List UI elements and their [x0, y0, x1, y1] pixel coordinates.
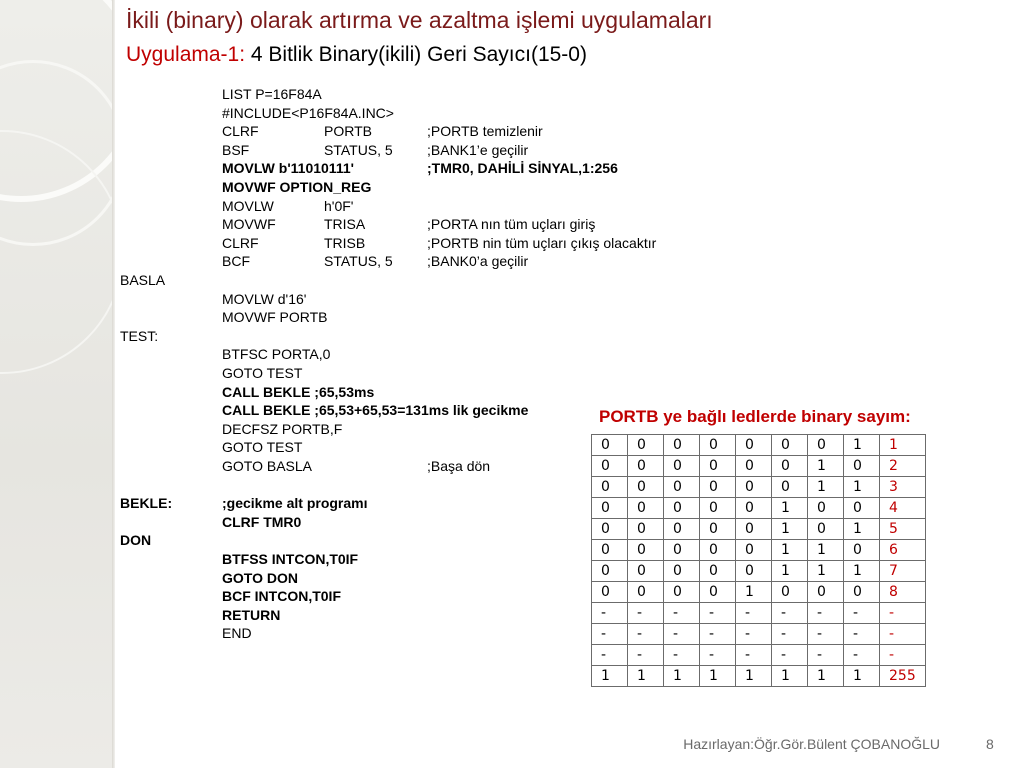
table-row: [592, 540, 926, 561]
bit-cell: 0: [664, 540, 700, 561]
bit-cell: 0: [628, 582, 664, 603]
bit-cell: 0: [592, 540, 628, 561]
bit-cell: 0: [664, 435, 700, 456]
bit-cell: -: [808, 603, 844, 624]
code-instruction: RETURN: [222, 606, 281, 623]
bit-cell: -: [844, 624, 880, 645]
code-operand: STATUS, 5: [324, 253, 393, 270]
bit-cell: -: [844, 645, 880, 666]
bit-cell: 1: [772, 666, 808, 687]
decimal-value-cell: -: [880, 645, 926, 666]
bit-cell: -: [628, 624, 664, 645]
bit-cell: 1: [772, 519, 808, 540]
code-instruction: BTFSS INTCON,T0IF: [222, 551, 359, 567]
table-row: [592, 519, 926, 540]
bit-cell: 1: [736, 666, 772, 687]
code-instruction: MOVWF OPTION_REG: [222, 179, 372, 195]
bit-cell: 0: [844, 582, 880, 603]
table-row: [592, 477, 926, 498]
bit-cell: 0: [736, 435, 772, 456]
bit-cell: 0: [700, 477, 736, 498]
code-instruction: GOTO BASLA: [222, 458, 312, 474]
bit-cell: 0: [628, 561, 664, 582]
decimal-value-cell: 1: [880, 435, 926, 456]
bit-cell: 1: [844, 666, 880, 687]
bit-cell: 1: [808, 477, 844, 498]
bit-cell: -: [664, 645, 700, 666]
bit-cell: 0: [736, 498, 772, 519]
code-instruction: CALL BEKLE ;65,53+65,53=131ms lik gecikme: [222, 402, 529, 419]
decimal-value-cell: 3: [880, 477, 926, 498]
table-row: [592, 435, 926, 456]
bit-cell: 0: [628, 477, 664, 498]
code-instruction: MOVWF PORTB: [222, 309, 328, 326]
bit-cell: 0: [772, 477, 808, 498]
subtitle-text: 4 Bitlik Binary(ikili) Geri Sayıcı(15-0): [245, 43, 587, 66]
bit-cell: -: [772, 603, 808, 624]
table-row: [592, 582, 926, 603]
code-operand: TRISB: [324, 234, 366, 251]
code-operand: STATUS, 5: [324, 141, 393, 158]
bit-cell: 1: [664, 666, 700, 687]
bit-cell: 0: [808, 498, 844, 519]
decorative-side-panel: [0, 0, 112, 768]
code-instruction: CLRF: [222, 123, 259, 140]
bit-cell: -: [772, 624, 808, 645]
bit-cell: 0: [700, 456, 736, 477]
bit-cell: 0: [772, 456, 808, 477]
bit-cell: -: [844, 603, 880, 624]
bit-cell: 1: [736, 582, 772, 603]
code-instruction: CLRF TMR0: [222, 513, 302, 530]
code-label: TEST:: [120, 327, 159, 344]
bit-cell: -: [808, 624, 844, 645]
bit-cell: 0: [592, 561, 628, 582]
bit-cell: -: [700, 624, 736, 645]
bit-cell: 1: [592, 666, 628, 687]
bit-cell: -: [736, 645, 772, 666]
bit-cell: -: [736, 624, 772, 645]
code-instruction: GOTO DON: [222, 569, 298, 586]
bit-cell: 0: [736, 477, 772, 498]
table-title: PORTB ye bağlı ledlerde binary sayım:: [599, 407, 911, 426]
bit-cell: 1: [808, 456, 844, 477]
table-row: [592, 645, 926, 666]
bit-cell: -: [592, 603, 628, 624]
bit-cell: 0: [628, 498, 664, 519]
code-comment: ;PORTB temizlenir: [427, 123, 543, 140]
bit-cell: 1: [808, 666, 844, 687]
bit-cell: 0: [664, 582, 700, 603]
bit-cell: -: [808, 645, 844, 666]
code-instruction: END: [222, 625, 252, 642]
bit-cell: 1: [808, 561, 844, 582]
decimal-value-cell: 5: [880, 519, 926, 540]
bit-cell: 1: [628, 666, 664, 687]
code-comment: ;BANK0’a geçilir: [427, 253, 529, 270]
bit-cell: 0: [772, 435, 808, 456]
decimal-value-cell: -: [880, 624, 926, 645]
code-label: BEKLE:: [120, 495, 173, 512]
code-instruction: BTFSC PORTA,0: [222, 346, 331, 363]
bit-cell: 0: [844, 498, 880, 519]
bit-cell: -: [664, 603, 700, 624]
bit-cell: -: [592, 624, 628, 645]
subtitle-prefix: Uygulama-1:: [126, 43, 246, 66]
code-comment: ;Başa dön: [427, 458, 491, 474]
bit-cell: 0: [736, 456, 772, 477]
code-comment: ;PORTA nın tüm uçları giriş: [427, 216, 596, 233]
bit-cell: 0: [844, 540, 880, 561]
decimal-value-cell: 255: [880, 666, 926, 687]
table-row: [592, 498, 926, 519]
footer-author: Hazırlayan:Öğr.Gör.Bülent ÇOBANOĞLU: [683, 736, 940, 752]
table-row: [592, 603, 926, 624]
bit-cell: 0: [736, 519, 772, 540]
bit-cell: 0: [664, 456, 700, 477]
bit-cell: 1: [772, 561, 808, 582]
bit-cell: 0: [628, 435, 664, 456]
bit-cell: 0: [664, 519, 700, 540]
table-row: [592, 456, 926, 477]
code-instruction: CALL BEKLE ;65,53ms: [222, 383, 375, 400]
code-instruction: DECFSZ PORTB,F: [222, 420, 343, 437]
code-instruction: BCF INTCON,T0IF: [222, 588, 341, 605]
decimal-value-cell: 6: [880, 540, 926, 561]
decimal-value-cell: -: [880, 603, 926, 624]
code-instruction: MOVLW b'11010111': [222, 160, 354, 177]
bit-cell: 0: [628, 456, 664, 477]
bit-cell: 0: [700, 498, 736, 519]
decimal-value-cell: 7: [880, 561, 926, 582]
bit-cell: 1: [844, 477, 880, 498]
code-comment: ;BANK1’e geçilir: [427, 141, 529, 158]
code-comment: ;TMR0, DAHİLİ SİNYAL,1:256: [427, 160, 618, 177]
code-instruction: BSF: [222, 141, 250, 158]
bit-cell: 1: [844, 519, 880, 540]
bit-cell: 1: [808, 540, 844, 561]
code-operand: TRISA: [324, 216, 366, 233]
code-instruction: ;gecikme alt programı: [222, 495, 368, 512]
bit-cell: 0: [700, 582, 736, 603]
bit-cell: 1: [700, 666, 736, 687]
panel-divider: [112, 0, 115, 768]
slide-title: İkili (binary) olarak artırma ve azaltma işlemi uygulamaları: [126, 7, 713, 33]
bit-cell: 0: [592, 498, 628, 519]
bit-cell: -: [700, 645, 736, 666]
bit-cell: 0: [772, 582, 808, 603]
table-row: [592, 624, 926, 645]
bit-cell: 0: [592, 477, 628, 498]
bit-cell: 1: [772, 498, 808, 519]
bit-cell: 1: [772, 540, 808, 561]
code-instruction: MOVWF: [222, 216, 276, 233]
code-comment: ;PORTB nin tüm uçları çıkış olacaktır: [427, 234, 657, 251]
code-operand: h'0F': [324, 197, 354, 214]
code-instruction: MOVLW d'16': [222, 290, 307, 307]
decimal-value-cell: 8: [880, 582, 926, 603]
bit-cell: 0: [700, 561, 736, 582]
code-instruction: #INCLUDE<P16F84A.INC>: [222, 104, 394, 121]
code-instruction: GOTO TEST: [222, 439, 303, 456]
code-instruction: GOTO TEST: [222, 365, 303, 381]
bit-cell: 1: [844, 561, 880, 582]
bit-cell: 0: [844, 456, 880, 477]
bit-cell: 0: [628, 519, 664, 540]
table-row: [592, 561, 926, 582]
bit-cell: 0: [592, 435, 628, 456]
code-instruction: LIST P=16F84A: [222, 86, 322, 102]
bit-cell: 1: [844, 435, 880, 456]
code-label: BASLA: [120, 272, 166, 288]
bit-cell: 0: [592, 456, 628, 477]
bit-cell: 0: [736, 540, 772, 561]
bit-cell: 0: [700, 435, 736, 456]
table-row: [592, 666, 926, 687]
bit-cell: 0: [808, 435, 844, 456]
bit-cell: -: [736, 603, 772, 624]
code-instruction: MOVLW: [222, 197, 274, 214]
bit-cell: -: [628, 645, 664, 666]
code-instruction: CLRF: [222, 234, 259, 251]
bit-cell: 0: [628, 540, 664, 561]
bit-cell: -: [664, 624, 700, 645]
code-operand: PORTB: [324, 123, 372, 140]
bit-cell: 0: [664, 561, 700, 582]
bit-cell: 0: [700, 540, 736, 561]
decimal-value-cell: 4: [880, 498, 926, 519]
bit-cell: 0: [592, 582, 628, 603]
bit-cell: -: [772, 645, 808, 666]
code-instruction: BCF: [222, 253, 250, 270]
bit-cell: 0: [664, 477, 700, 498]
page-number: 8: [986, 736, 994, 752]
bit-cell: 0: [664, 498, 700, 519]
decimal-value-cell: 2: [880, 456, 926, 477]
bit-cell: 0: [736, 561, 772, 582]
binary-count-table: [591, 434, 926, 687]
bit-cell: 0: [592, 519, 628, 540]
code-label: DON: [120, 532, 152, 549]
bit-cell: 0: [700, 519, 736, 540]
slide-subtitle: [126, 43, 587, 67]
bit-cell: 0: [808, 582, 844, 603]
bit-cell: -: [700, 603, 736, 624]
bit-cell: -: [592, 645, 628, 666]
bit-cell: -: [628, 603, 664, 624]
bit-cell: 0: [808, 519, 844, 540]
